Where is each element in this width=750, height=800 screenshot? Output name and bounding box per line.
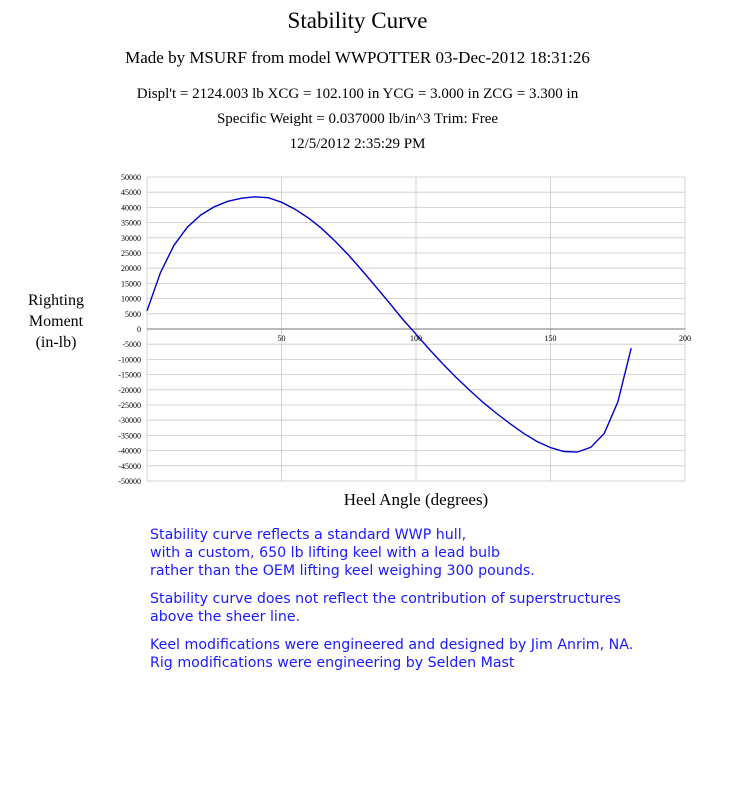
y-tick-label: -20000: [118, 385, 141, 395]
y-tick-label: -10000: [118, 355, 141, 365]
x-tick-labels: [278, 334, 692, 343]
note-superstructure: Stability curve does not reflect the contribution of superstructures above the sheer line.: [150, 591, 621, 625]
y-tick-label: -15000: [118, 370, 141, 380]
y-axis-label-line: Moment: [28, 313, 84, 330]
y-tick-label: -40000: [118, 446, 141, 456]
y-tick-label: 40000: [121, 203, 141, 213]
y-tick-label: 30000: [121, 233, 141, 243]
note-hull: Stability curve reflects a standard WWP hull, with a custom, 650 lb lifting keel with a lead bulb rather than the OEM lifting keel weighing 300 pounds.: [150, 527, 535, 579]
chart-grid: [147, 177, 685, 481]
x-tick-label: 100: [410, 334, 422, 343]
righting-moment-curve: [147, 197, 631, 452]
x-axis-label: Heel Angle (degrees): [343, 490, 489, 509]
note-modifications: Keel modifications were engineered and designed by Jim Anrim, NA. Rig modifications were engineering by Selden Mast: [150, 637, 634, 671]
y-tick-label: 15000: [121, 279, 141, 289]
y-tick-label: 5000: [125, 309, 141, 319]
y-tick-label: -30000: [118, 416, 141, 426]
specific-weight-info: Specific Weight = 0.037000 lb/in^3 Trim: Free: [216, 111, 499, 127]
y-tick-label: 20000: [121, 264, 141, 274]
chart-title: Stability Curve: [287, 8, 428, 33]
displacement-info: Displ't = 2124.003 lb XCG = 102.100 in YCG = 3.000 in ZCG = 3.300 in: [136, 86, 579, 102]
y-tick-label: 0: [137, 325, 141, 334]
x-tick-label: 50: [277, 334, 286, 343]
x-tick-label: 200: [679, 334, 691, 343]
y-axis-label-line: (in-lb): [35, 334, 77, 351]
y-tick-label: 45000: [121, 188, 141, 198]
y-tick-label: -25000: [118, 401, 141, 410]
y-tick-label: -5000: [122, 340, 141, 350]
y-axis-label-line: Righting: [27, 292, 84, 309]
y-tick-label: 50000: [121, 173, 141, 182]
x-tick-label: 150: [544, 334, 557, 343]
notes-block: [150, 526, 740, 682]
y-tick-label: 10000: [121, 294, 141, 304]
chart-subtitle: Made by MSURF from model WWPOTTER 03-Dec-2012 18:31:26: [125, 48, 590, 67]
y-tick-label: 35000: [121, 218, 141, 228]
timestamp-info: 12/5/2012 2:35:29 PM: [289, 136, 426, 152]
y-tick-label: -45000: [118, 461, 141, 471]
y-tick-labels: [118, 173, 141, 486]
y-tick-label: 25000: [121, 249, 141, 258]
y-tick-label: -35000: [118, 431, 141, 441]
y-tick-label: -50000: [118, 477, 141, 486]
